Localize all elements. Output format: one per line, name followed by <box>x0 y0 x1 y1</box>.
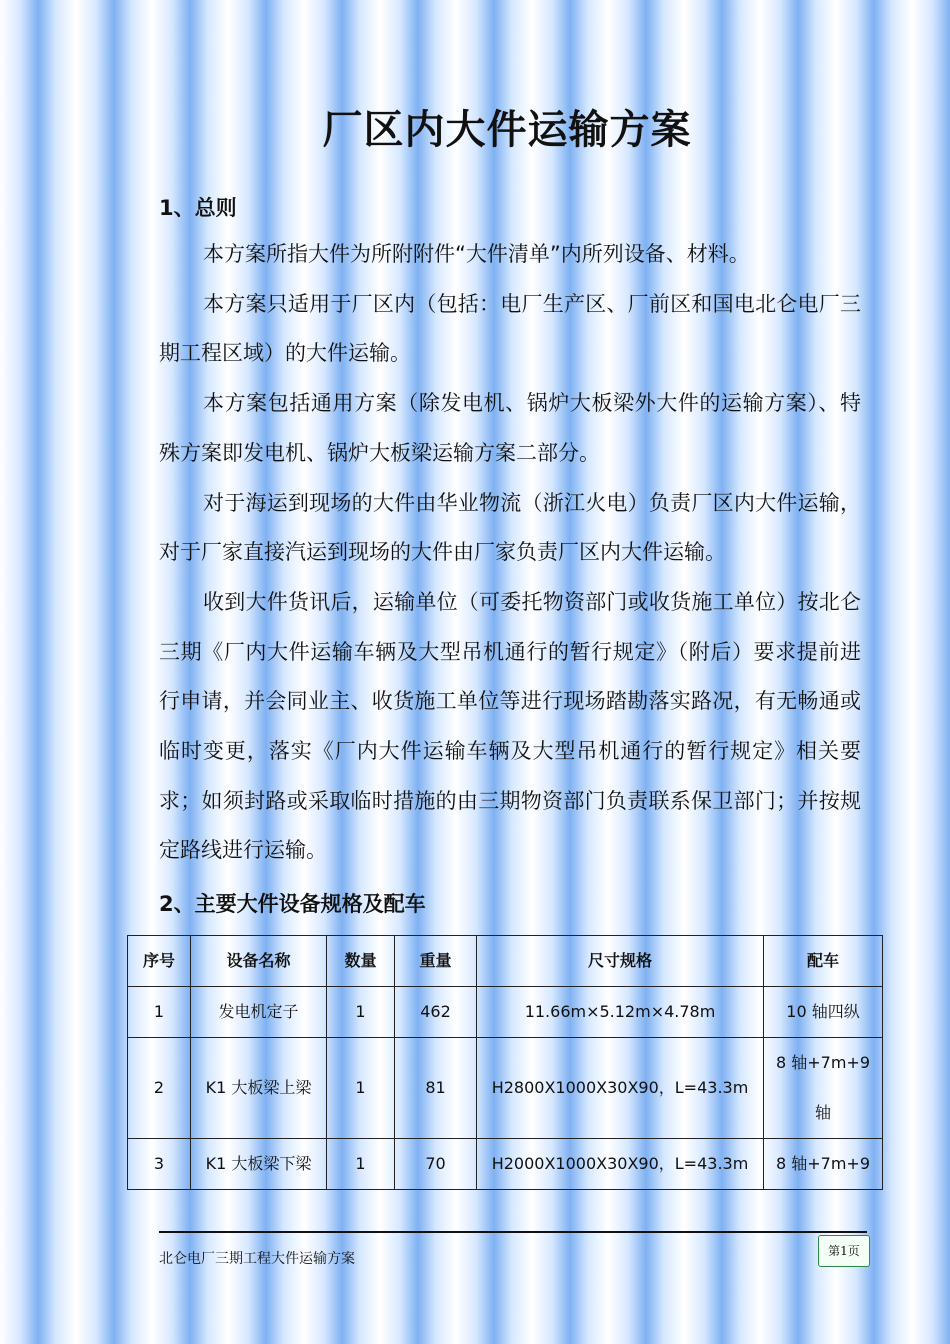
table-cell: 10 轴四纵 <box>764 987 883 1038</box>
header-cell: 重量 <box>395 936 477 987</box>
table-cell: 发电机定子 <box>191 987 327 1038</box>
section1-body <box>159 230 861 876</box>
table-cell: K1 大板梁下梁 <box>191 1139 327 1190</box>
table-cell: 1 <box>327 1139 395 1190</box>
header-cell: 设备名称 <box>191 936 327 987</box>
page-number-badge: 第1页 <box>818 1235 870 1267</box>
table-row <box>128 1038 883 1139</box>
table-cell: 81 <box>395 1038 477 1139</box>
table-cell: 8 轴+7m+9 轴 <box>764 1038 883 1139</box>
table-cell: 70 <box>395 1139 477 1190</box>
table-cell: 2 <box>128 1038 191 1139</box>
table-cell: K1 大板梁上梁 <box>191 1038 327 1139</box>
section2-heading: 2、主要大件设备规格及配车 <box>159 892 426 916</box>
header-cell: 配车 <box>764 936 883 987</box>
table-cell: 1 <box>128 987 191 1038</box>
equipment-table <box>127 935 883 1190</box>
header-cell: 尺寸规格 <box>477 936 764 987</box>
header-cell: 序号 <box>128 936 191 987</box>
table-cell: H2000X1000X30X90，L=43.3m <box>477 1139 764 1190</box>
table-row <box>128 987 883 1038</box>
table-cell: H2800X1000X30X90，L=43.3m <box>477 1038 764 1139</box>
paragraph: 本方案所指大件为所附附件“大件清单”内所列设备、材料。 <box>203 242 750 266</box>
table-cell: 11.66m×5.12m×4.78m <box>477 987 764 1038</box>
section1-heading: 1、总则 <box>159 196 237 220</box>
paragraph: 收到大件货讯后，运输单位（可委托物资部门或收货施工单位）按北仑三期《厂内大件运输车辆及大型吊机通行的暂行规定》（附后）要求提前进行申请，并会同业主、收货施工单位等进行现场踏勘落实路况，有无畅通或临时变更，落实《厂内大件运输车辆及大型吊机通行的暂行规定》相关要求；如须封路或采取临时措施的由三期物资部门负责联系保卫部门；并按规定路线进行运输。 <box>159 589 861 863</box>
table-cell: 1 <box>327 1038 395 1139</box>
document-title: 厂区内大件运输方案 <box>322 107 692 153</box>
footer-text: 北仑电厂三期工程大件运输方案 <box>159 1251 355 1267</box>
table-cell: 1 <box>327 987 395 1038</box>
header-cell: 数量 <box>327 936 395 987</box>
table-row <box>128 1139 883 1190</box>
table-cell: 462 <box>395 987 477 1038</box>
table-cell: 8 轴+7m+9 <box>764 1139 883 1190</box>
table-cell: 3 <box>128 1139 191 1190</box>
paragraph: 本方案只适用于厂区内（包括：电厂生产区、厂前区和国电北仑电厂三期工程区域）的大件运输。 <box>159 291 861 366</box>
table-header-row <box>128 936 883 987</box>
paragraph: 本方案包括通用方案（除发电机、锅炉大板梁外大件的运输方案）、特殊方案即发电机、锅炉大板梁运输方案二部分。 <box>159 391 861 465</box>
footer-divider <box>159 1231 867 1233</box>
paragraph: 对于海运到现场的大件由华业物流（浙江火电）负责厂区内大件运输，对于厂家直接汽运到现场的大件由厂家负责厂区内大件运输。 <box>159 490 861 565</box>
